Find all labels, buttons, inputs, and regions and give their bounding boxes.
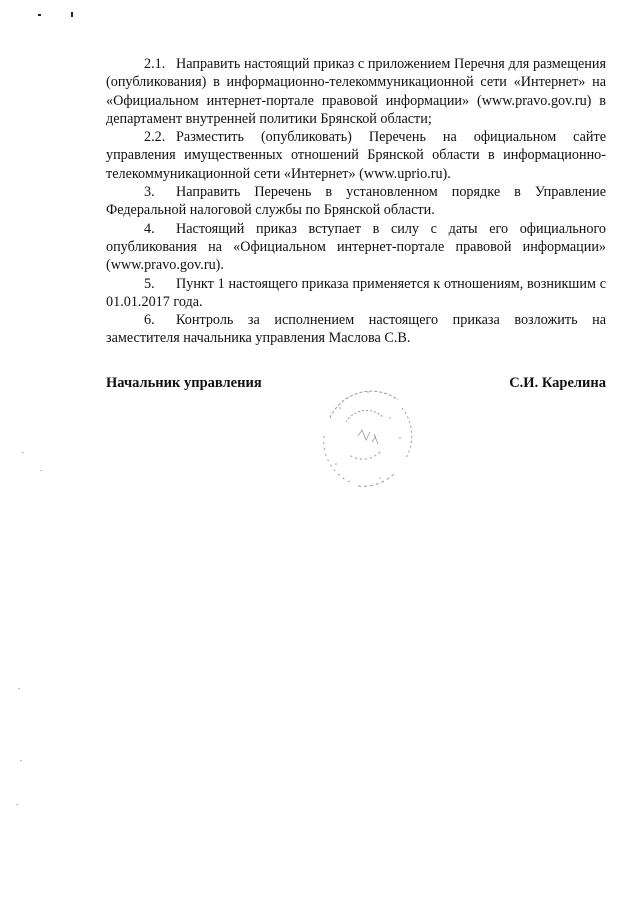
paragraph-number: 2.2. xyxy=(144,129,166,146)
signatory-name: С.И. Карелина xyxy=(509,375,606,391)
scan-speck xyxy=(40,470,42,471)
paragraph-text: Пункт 1 настоящего приказа применяется к отношениям, возникшим с 01.01.2017 года. xyxy=(106,275,606,310)
paragraph-number: 2.1. xyxy=(144,56,166,72)
paragraph-text: Направить настоящий приказ с приложением Перечня для размещения (опубликования) в информационно-телекоммуникационной сети «Интернет» на «Официальном интернет-портале правовой информации» (www.pravo.gov.ru) в департамент внутренней политики Брянской области; xyxy=(106,56,606,127)
paragraph-4 xyxy=(106,220,606,275)
paragraph-number: 5. xyxy=(144,275,155,292)
signatory-position: Начальник управления xyxy=(106,375,262,391)
paragraph-text: Разместить (опубликовать) Перечень на официальном сайте управления имущественных отношений Брянской области в информационно-телекоммуникационной сети «Интернет» (www.uprio.ru). xyxy=(106,129,606,182)
paragraph-6 xyxy=(106,311,606,348)
scan-speck xyxy=(20,760,22,761)
paragraph-number: 3. xyxy=(144,184,155,201)
paragraph-number: 6. xyxy=(144,312,155,329)
paragraph-2-1 xyxy=(106,55,606,128)
paragraph-text: Направить Перечень в установленном порядке в Управление Федеральной налоговой службы по Брянской области. xyxy=(106,184,606,219)
document-body xyxy=(106,55,606,348)
scan-mark xyxy=(38,14,41,16)
official-seal-stamp xyxy=(310,378,420,493)
paragraph-2-2 xyxy=(106,128,606,183)
scan-speck xyxy=(16,804,18,805)
scan-mark xyxy=(71,12,73,17)
paragraph-3 xyxy=(106,183,606,220)
paragraph-5 xyxy=(106,275,606,312)
scan-speck xyxy=(22,452,24,453)
paragraph-number: 4. xyxy=(144,220,155,237)
paragraph-text: Контроль за исполнением настоящего приказа возложить на заместителя начальника управления Маслова С.В. xyxy=(106,312,606,347)
scan-speck xyxy=(18,688,20,689)
paragraph-text: Настоящий приказ вступает в силу с даты его официального опубликования на «Официальном интернет-портале правовой информации» (www.pravo.gov.ru). xyxy=(106,220,606,274)
